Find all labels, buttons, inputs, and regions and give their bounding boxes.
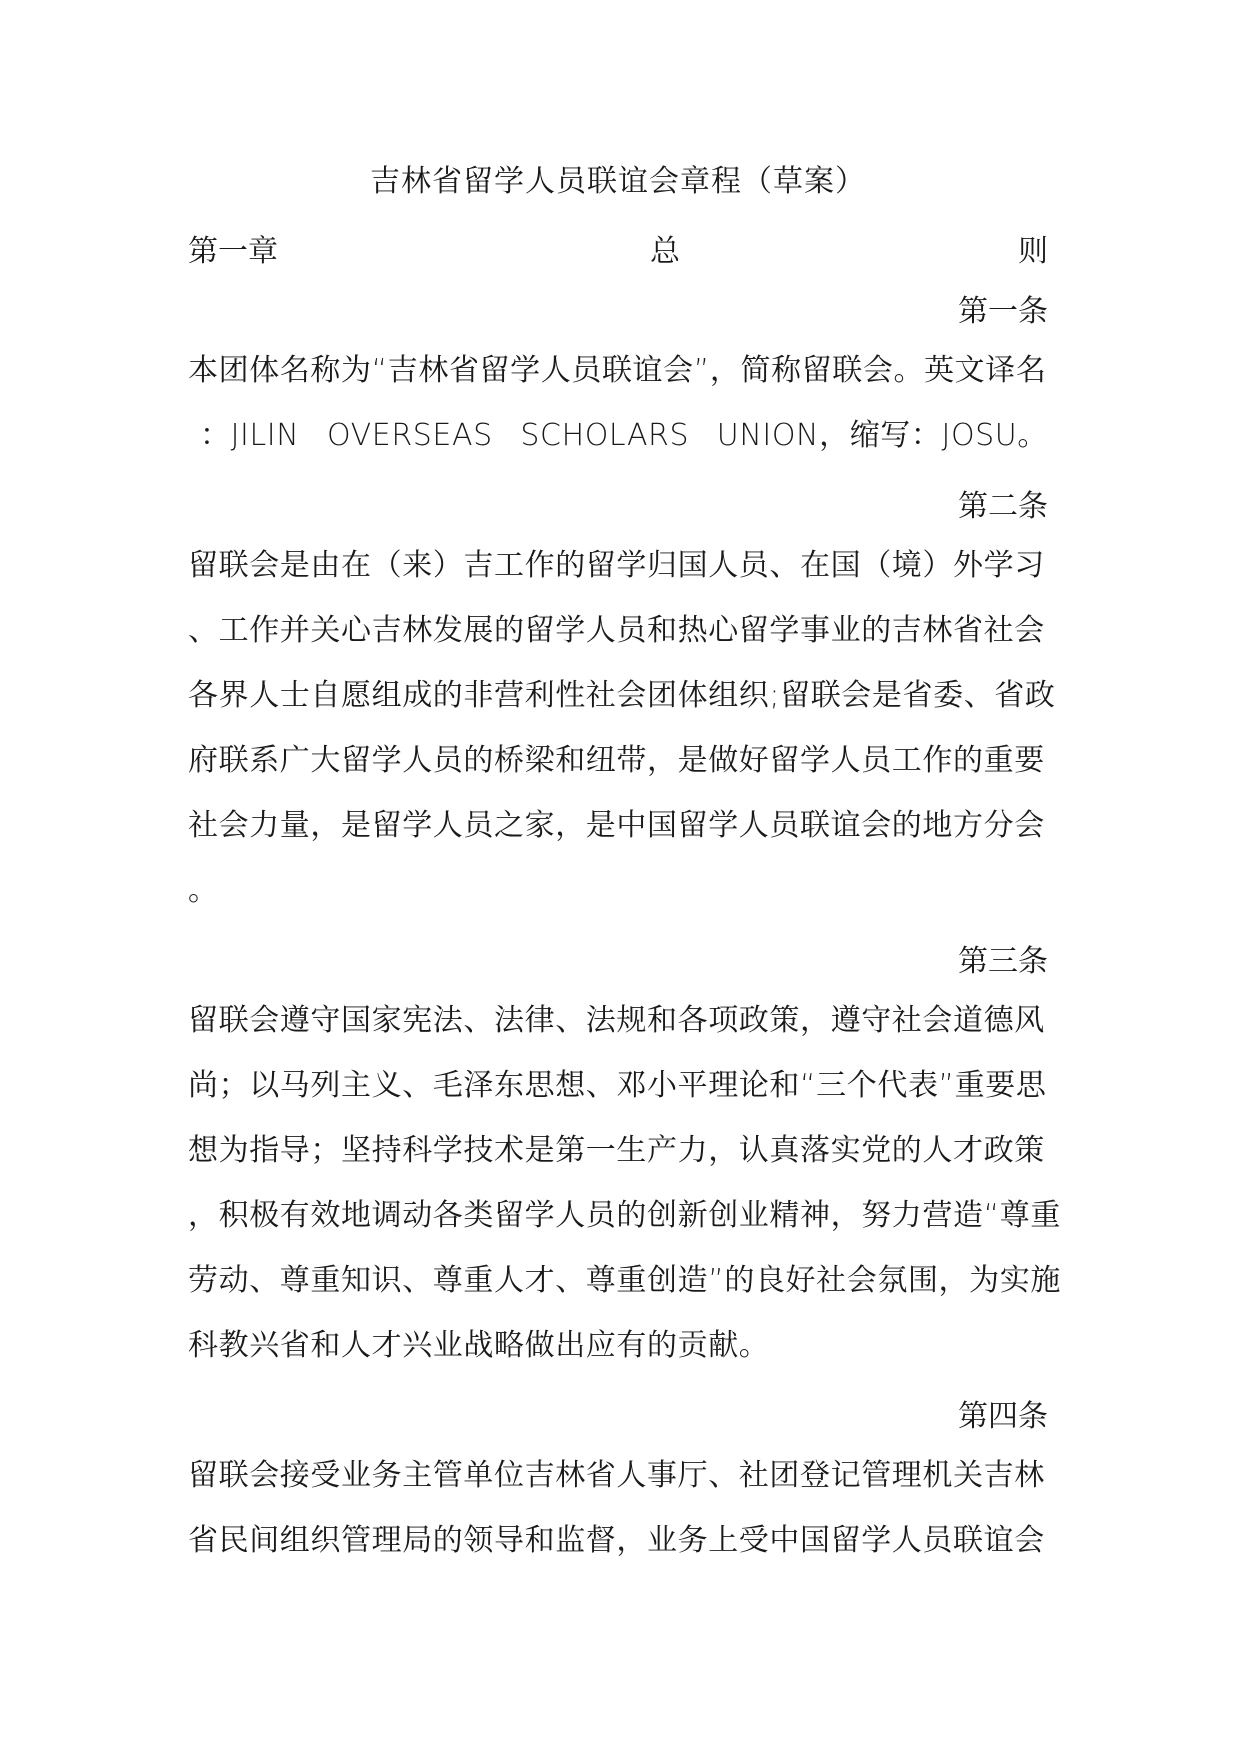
article-3-line: 劳动、尊重知识、尊重人才、尊重创造”的良好社会氛围，为实施 [188, 1263, 1061, 1298]
chapter-heading [188, 232, 1048, 272]
english-name-word: ：JILIN [200, 418, 300, 453]
chapter-name-part1: 总 [650, 234, 680, 269]
article-3-line: ，积极有效地调动各类留学人员的创新创业精神，努力营造“尊重 [188, 1198, 1061, 1233]
chapter-number: 第一章 [188, 234, 278, 269]
chapter-name-part2: 则 [1018, 234, 1048, 269]
article-label-4: 第四条 [958, 1399, 1048, 1434]
document-title: 吉林省留学人员联谊会章程（草案） [370, 164, 866, 199]
article-2-line: 社会力量，是留学人员之家，是中国留学人员联谊会的地方分会 [188, 808, 1045, 843]
article-4-line: 省民间组织管理局的领导和监督，业务上受中国留学人员联谊会 [188, 1523, 1045, 1558]
article-2-line: 府联系广大留学人员的桥梁和纽带，是做好留学人员工作的重要 [188, 743, 1045, 778]
article-2-line: 、工作并关心吉林发展的留学人员和热心留学事业的吉林省社会 [188, 613, 1045, 648]
article-1-line: 本团体名称为“吉林省留学人员联谊会”，简称留联会。英文译名 [188, 353, 1047, 388]
article-body-2 [188, 533, 1056, 923]
article-label-1: 第一条 [958, 294, 1048, 329]
article-3-line: 想为指导；坚持科学技术是第一生产力，认真落实党的人才政策 [188, 1133, 1045, 1168]
article-label-3: 第三条 [958, 944, 1048, 979]
article-3-line: 尚；以马列主义、毛泽东思想、邓小平理论和“三个代表”重要思 [188, 1068, 1047, 1103]
article-2-line: 各界人士自愿组成的非营利性社会团体组织;留联会是省委、省政 [188, 678, 1056, 713]
english-name-word: SCHOLARS [520, 418, 690, 453]
english-name-word: UNION，缩写：JOSU。 [716, 418, 1048, 453]
article-3-line: 留联会遵守国家宪法、法律、法规和各项政策，遵守社会道德风 [188, 1003, 1045, 1038]
article-4-line: 留联会接受业务主管单位吉林省人事厅、社团登记管理机关吉林 [188, 1458, 1045, 1493]
article-3-line: 科教兴省和人才兴业战略做出应有的贡献。 [188, 1328, 770, 1363]
article-1-english-line [188, 403, 1048, 468]
article-2-line: 留联会是由在（来）吉工作的留学归国人员、在国（境）外学习 [188, 548, 1045, 583]
article-2-line: 。 [188, 873, 219, 908]
article-body-4 [188, 1443, 1048, 1573]
article-body-1 [188, 338, 1048, 468]
article-body-3 [188, 988, 1061, 1378]
english-name-word: OVERSEAS [326, 418, 493, 453]
article-label-2: 第二条 [958, 489, 1048, 524]
